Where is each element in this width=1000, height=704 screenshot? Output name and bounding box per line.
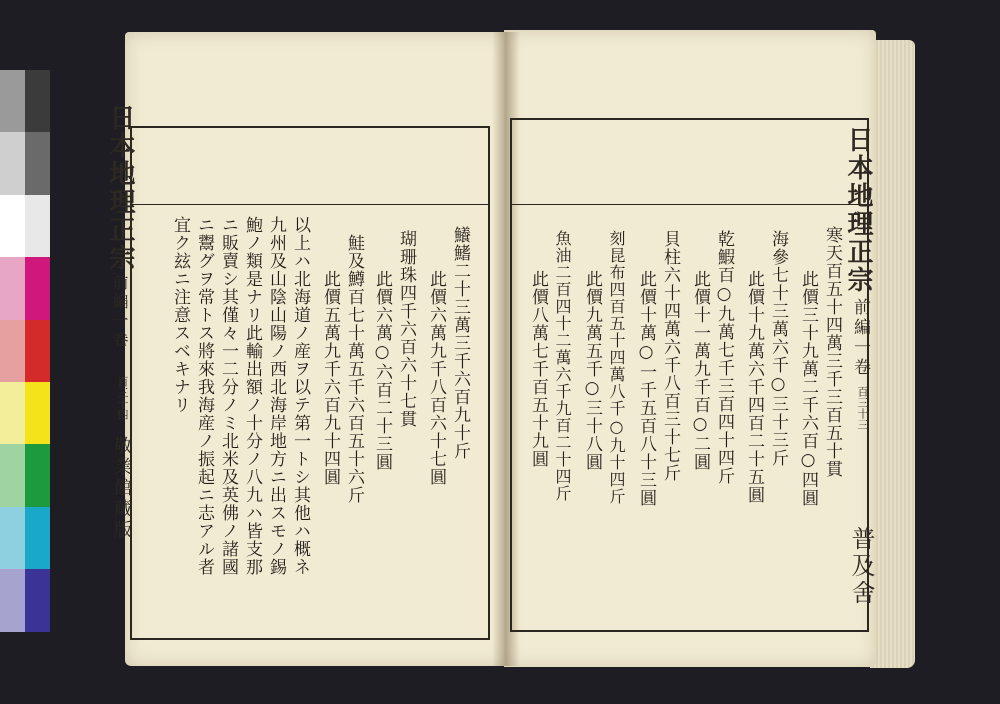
color-swatch (25, 70, 50, 133)
text-column: 此價六萬九千八百六十七圓 (426, 270, 446, 486)
right-header-rule (512, 204, 867, 205)
color-swatch (0, 382, 25, 445)
color-swatch (25, 569, 50, 632)
text-column: 宜ク玆ニ注意スベキナリ (170, 216, 190, 414)
color-swatch (0, 257, 25, 320)
right-margin-volume: 前編一卷 (850, 298, 870, 378)
color-swatch (25, 257, 50, 320)
color-swatch (0, 444, 25, 507)
left-margin-publisher: 敬業館蔵版 (111, 436, 132, 541)
color-swatch (25, 195, 50, 258)
text-column: 海參七十三萬六千○三十三斤 (768, 230, 788, 467)
text-column: 此價十九萬六千四百二十五圓 (744, 270, 764, 504)
color-swatch (0, 132, 25, 195)
color-swatch (0, 569, 25, 632)
text-column: 乾鰕百○九萬七千三百四十四斤 (714, 230, 734, 485)
left-margin-title: 日本地理正宗 (105, 104, 135, 272)
book-spread (100, 26, 915, 681)
text-column: 九州及山陰山陽ノ西北海岸地方ニ出スモノ錫 (266, 216, 286, 576)
left-margin-folio: 百三十四 (116, 376, 129, 420)
text-column: 瑚珊珠四千六百六十七貫 (396, 230, 416, 428)
color-swatch (25, 320, 50, 383)
left-margin-volume: 前編一卷 (110, 274, 129, 350)
text-column: 此價三十九萬二千六百○四圓 (798, 270, 818, 507)
text-column: 此價十一萬九千百○二圓 (690, 270, 710, 471)
color-swatch (0, 70, 25, 133)
text-column: 魚油二百四十二萬六千九百二十四斤 (553, 230, 572, 502)
color-swatch (25, 507, 50, 570)
text-column: 此價六萬○六百二十三圓 (372, 270, 392, 471)
text-column: ニ販賣シ其僅々一二分ノミ北米及英佛ノ諸國 (218, 216, 238, 576)
left-header-rule (132, 204, 488, 205)
color-swatch (25, 132, 50, 195)
right-margin-title: 日本地理正宗 (843, 126, 873, 294)
color-swatch (25, 382, 50, 445)
text-column: 鮑ノ類是ナリ此輸出額ノ十分ノ八九ハ皆支那 (242, 216, 262, 576)
right-margin-publisher: 普及舍 (847, 526, 875, 607)
color-swatch (0, 320, 25, 383)
text-column: 寒天百五十四萬三千三百五十貫 (822, 226, 842, 478)
color-swatch (0, 507, 25, 570)
text-column: 貝柱六十四萬六千八百三十七斤 (660, 230, 680, 482)
right-margin-folio: 百三十三 (856, 386, 869, 430)
color-swatch (25, 444, 50, 507)
text-column: 鱶鰭二十三萬三千六百九十斤 (450, 226, 470, 460)
text-column: 此價九萬五千○三十八圓 (582, 270, 602, 471)
text-column: 以上ハ北海道ノ産ヲ以テ第一トシ其他ハ概ネ (290, 216, 310, 576)
text-column: ニ鬻グヲ常トス將來我海産ノ振起ニ志アル者 (194, 216, 214, 576)
text-column: 此價五萬九千六百九十四圓 (320, 270, 340, 486)
text-column: 此價十萬○一千五百八十三圓 (636, 270, 656, 507)
text-column: 刻昆布四百五十四萬八千○九十四斤 (607, 230, 626, 505)
color-swatch (0, 195, 25, 258)
text-column: 鮭及鱒百七十萬五千六百五十六斤 (344, 234, 364, 504)
color-calibration-chart (0, 70, 50, 632)
text-column: 此價八萬七千百五十九圓 (528, 270, 548, 468)
